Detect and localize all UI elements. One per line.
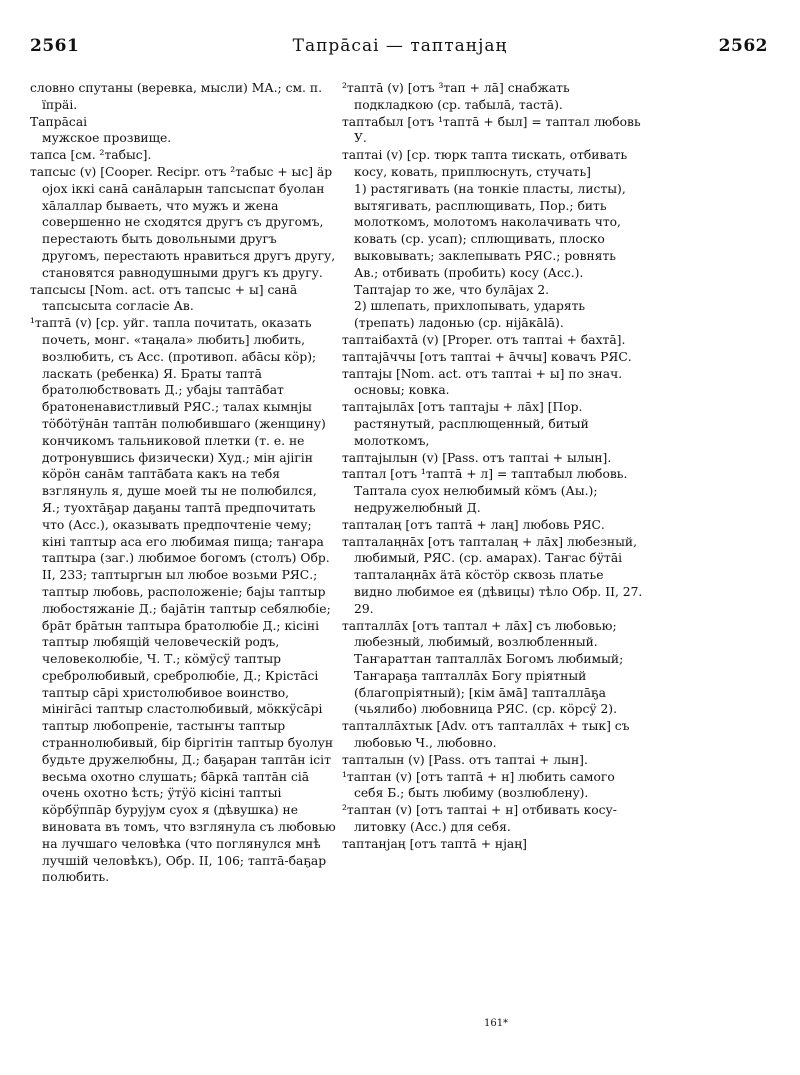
page-header: [30, 36, 770, 60]
dictionary-entry: тапталлāх [отъ таптал + лāх] съ любовью; любезный, любимый, возлюбленный. Таҥараттан тапталлāх Богомъ любимый; Таҥараҕа тапталлāх Богу пріятный (благопріятный); [кім āмā] тапталлāҕа (чьялибо) любовница РЯС. (ср. кӧрсӱ 2).: [342, 618, 624, 717]
dictionary-entry: таптаібахтā (v) [Proper. отъ таптаі + бахтā].: [342, 332, 626, 347]
dictionary-entry: Тапрāсаі: [30, 114, 88, 129]
dictionary-entry: тапса [см. ²табыс].: [30, 148, 152, 163]
running-title: Тапрāсаі — таптанjаң: [292, 36, 508, 56]
signature-mark: 161*: [484, 1018, 509, 1029]
page-number-left: 2561: [30, 36, 80, 56]
dictionary-entry: ²таптā (v) [отъ ³тап + лā] снабжать подкладкою (ср. табылā, тастā).: [342, 81, 570, 112]
dictionary-entry: тапталлāхтык [Adv. отъ тапталлāх + тык] съ любовью Ч., любовно.: [342, 719, 630, 751]
dictionary-sense: 1) растягивать (на тонкіе пласты, листы), вытягивать, расплющивать, Пор.; бить молоткомъ, молотомъ наколачивать что, ковать (ср. усап); сплющивать, плоско выковывать; заклепывать РЯС.; ровнять Ав.; отбивать (пробить) косу (Асс.). Таптајар то же, что булāјах 2.: [354, 181, 626, 297]
dictionary-entry: словно спутаны (веревка, мысли) МА.; см. п. ïпрäі.: [30, 81, 322, 112]
dictionary-entry: тапталын (v) [Pass. отъ таптаі + лын].: [342, 752, 588, 767]
dictionary-entry: ²таптан (v) [отъ таптаі + н] отбивать косу-литовку (Асс.) для себя.: [342, 803, 617, 835]
dictionary-sense: 2) шлепать, прихлопывать, ударять (трепать) ладонью (ср. ніjāкālā).: [354, 299, 586, 331]
dictionary-entry: тапсыс (v) [Cooper. Recipr. отъ ²табыс + ыс] äр ојох іккі санā санāларын тапсыспат буолан хāлаллар бываеть, что мужъ и жена совершенно не сходятся другъ съ другомъ, перестають быть довольными другъ другомъ, перестають нравиться другъ другу, становятся равнодушными другъ къ другу.: [30, 164, 336, 280]
dictionary-entry: ¹таптā (v) [ср. уйг. тапла почитать, оказать почеть, монг. «таңала» любить] любить, возлюбить, съ Асс. (противоп. абāсы кӧр); ласкать (ребенка) Я. Браты таптā братолюбствовать Д.; убајы таптāбат братоненавистливый РЯС.; талах кымнјы тӧбӧтӱнāн таптāн полюбившаго (женщину) кончикомъ тальниковой плетки (т. е. не дотронувшись физически) Худ.; мін ајігін кӧрӧн санāм таптāбата какъ на тебя взглянуль я, душе моей ты не полюбился, Я.; туохтāҕар даҕаны таптā предпочитать что (Асс.), оказывать предпочтеніе чему; кіні таптыр аса его любимая пища; таҥара таптыра (заг.) любимое богомъ (столъ) Обр. II, 233; таптыргын ыл любое возьми РЯС.; таптыр любовь, расположеніе; бајы таптыр любостяжаніе Д.; бајāтін таптыр себялюбіе; брāт брāтын таптыра братолюбіе Д.; кісіні таптыр любящій человеческій родъ, человеколюбіе, Ч. Т.; кӧмӱсӱ таптыр сребролюбивый, сребролюбіе, Д.; Крістāсі таптыр сāрі христолюбивое воинство, мінігāсі таптыр сластолюбивый, мӧккӱсāрі таптыр любопреніе, тастыҥы таптыр страннолюбивый, біp біргітін таптыр буолун будьте дружелюбны, Д.; баҕаран таптāн ісіт весьма охотно слушать; бāркā таптāн сіā очень охотно ѣсть; ӱтӱӧ кісіні таптыі кӧрбӱппāр буруjум суох я (дѣвушка) не виновата въ томъ, что взглянула съ любовью на лучшаго человѣка (что поглянулся мнѣ лучшій человѣкъ), Обр. II, 106; таптā-баҕар полюбить.: [30, 316, 336, 885]
dictionary-entry: тапталаңнāх [отъ тапталаң + лāх] любезный, любимый, РЯС. (ср. амарах). Таҥас бӱтāі тапталаңнāх äтā кӧстӧр сквозь платье видно любимое ея (дѣвицы) тѣло Обр. II, 27. 29.: [342, 534, 643, 616]
dictionary-entry: таптаjылын (v) [Pass. отъ таптаі + ылын].: [342, 450, 612, 465]
right-column: [342, 80, 644, 1005]
dictionary-entry: таптаjылāх [отъ таптаjы + лāх] [Пор. растянутый, расплющенный, битый молоткомъ,: [342, 400, 589, 448]
dictionary-entry: тапсыcы [Nom. act. отъ тапсыс + ы] санā тапсысыта согласіе Ав.: [30, 282, 298, 314]
dictionary-entry: мужское прозвище.: [42, 131, 172, 146]
dictionary-entry: таптал [отъ ¹таптā + л] = таптабыл любовь. Таптала суох нелюбимый кӧмъ (Аы.); недружелюбный Д.: [342, 467, 628, 515]
dictionary-entry: ¹таптан (v) [отъ таптā + н] любить самого себя Б.; быть любиму (возлюбленy).: [342, 769, 615, 801]
dictionary-entry: таптаjы [Nom. act. отъ таптаі + ы] по знач. основы; ковка.: [342, 366, 623, 398]
dictionary-entry: таптанjаң [отъ таптā + нjаң]: [342, 836, 527, 851]
dictionary-entry: таптаjāччы [отъ таптаі + āччы] ковачъ РЯС.: [342, 349, 632, 364]
dictionary-entry: таптаі (v) [ср. тюрк тапта тискать, отбивать косу, ковать, приплюснуть, стучать]: [342, 148, 628, 179]
dictionary-entry: таптабыл [отъ ¹таптā + был] = таптал любовь У.: [342, 114, 641, 146]
left-column: [30, 80, 338, 1005]
dictionary-entry: тапталаң [отъ таптā + лаң] любовь РЯС.: [342, 517, 605, 532]
page-number-right: 2562: [718, 36, 768, 56]
